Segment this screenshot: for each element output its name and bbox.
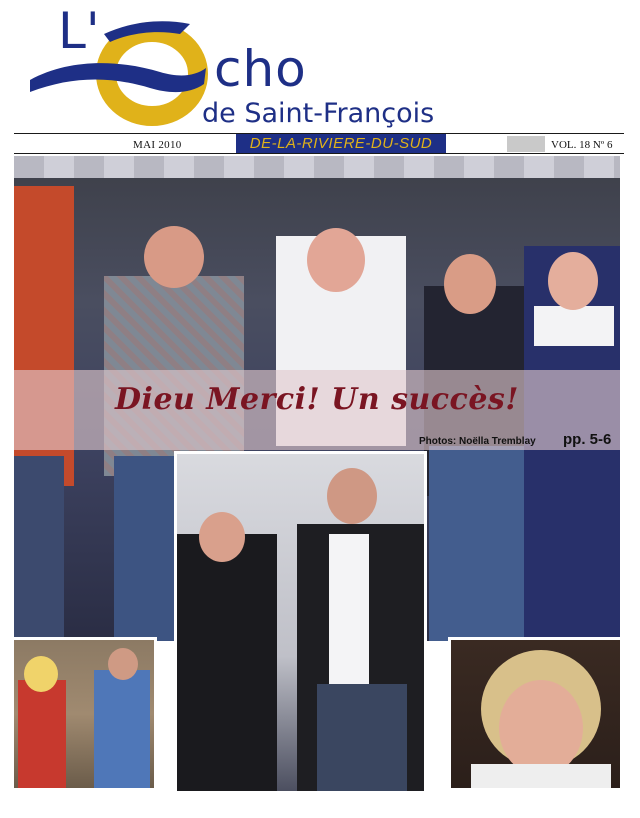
volume-number: VOL. 18 Nº 6 <box>551 139 613 151</box>
issue-date: MAI 2010 <box>133 139 182 151</box>
person-red-shirt-legs <box>14 456 64 641</box>
inset-photo-glasses <box>451 640 620 788</box>
woman-singer-face <box>199 512 245 562</box>
person-nun-face <box>548 252 598 310</box>
person-nun-collar <box>534 306 614 346</box>
inset-photo-costumes <box>14 640 154 788</box>
man-jeans <box>317 684 407 791</box>
person-black-face <box>444 254 496 314</box>
title-letter-l: L' <box>58 2 100 60</box>
woman-glasses-face <box>499 680 583 776</box>
gray-block <box>507 136 545 152</box>
man-blue-shirt <box>94 670 150 788</box>
woman-leather-jacket <box>177 534 277 791</box>
person-plaid-face <box>144 226 204 288</box>
echo-logo <box>0 0 220 132</box>
inset-photo-microphone <box>177 454 424 791</box>
page-reference: pp. 5-6 <box>563 431 612 448</box>
person-black-jeans <box>429 446 529 641</box>
man-blue-face <box>108 648 138 680</box>
woman-white-top <box>471 764 611 788</box>
stage-awning <box>14 156 620 178</box>
region-label: DE-LA-RIVIERE-DU-SUD <box>249 135 433 152</box>
woman-red-dress <box>18 680 66 788</box>
man-host-face <box>327 468 377 524</box>
person-white-face <box>307 228 365 292</box>
photo-credit: Photos: Noëlla Tremblay <box>419 436 536 447</box>
woman-blonde-wig <box>24 656 58 692</box>
cover-headline: Dieu Merci! Un succès! <box>115 382 519 417</box>
masthead <box>0 0 640 135</box>
title-subtitle: de Saint-François <box>202 98 435 129</box>
bottom-rule <box>14 153 624 154</box>
title-echo: cho <box>214 40 307 98</box>
